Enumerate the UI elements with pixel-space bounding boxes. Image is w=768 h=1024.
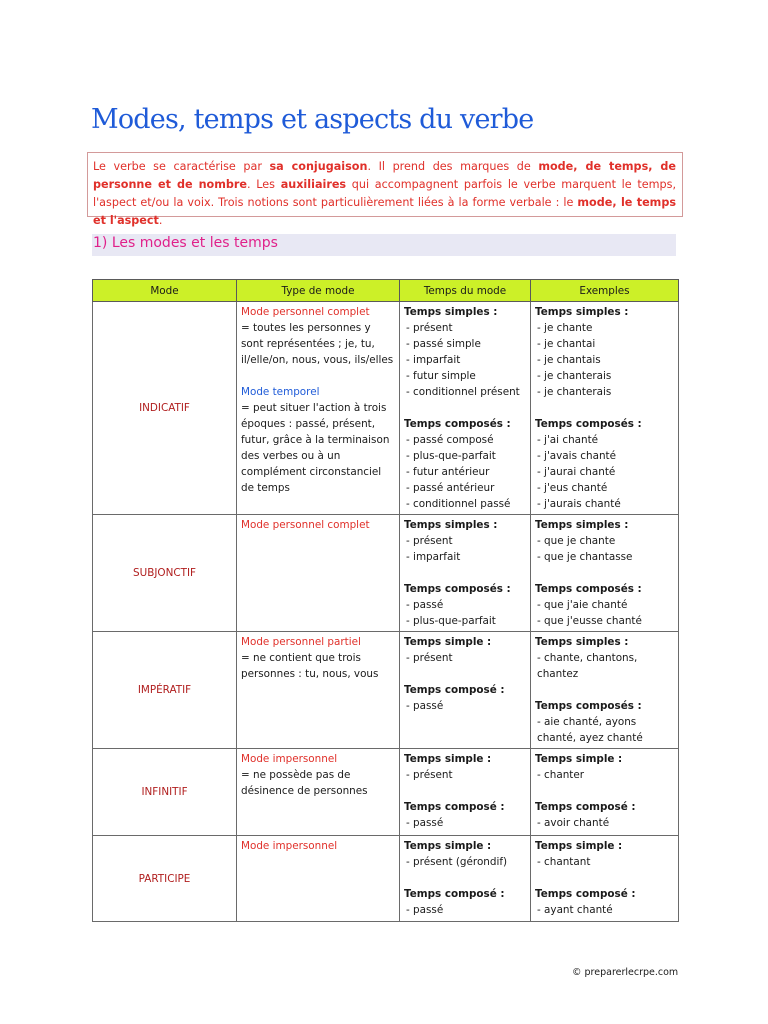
header-exemples: Exemples — [531, 280, 679, 302]
tense-item: - je chanterais — [537, 370, 612, 382]
type-de-mode-content — [237, 749, 399, 799]
spacer — [404, 870, 527, 886]
tense-item: - je chantai — [537, 338, 596, 350]
tense-item: - que j'aie chanté — [537, 599, 628, 611]
tense-item: - présent (gérondif) — [406, 856, 508, 868]
exemples-cell-content — [531, 515, 678, 629]
copyright-footer: © preparerlecrpe.com — [572, 967, 679, 978]
temps-du-mode-cell — [400, 302, 531, 515]
mode-type-description: = toutes les personnes y sont représentées ; je, tu, il/elle/on, nous, vous, ils/elles — [241, 322, 394, 366]
intro-text: . Les — [247, 178, 281, 191]
spacer — [535, 565, 675, 581]
header-type-de-mode: Type de mode — [237, 280, 400, 302]
tense-item: - passé — [406, 700, 444, 712]
tense-item: - passé — [406, 817, 444, 829]
exemples-cell-content — [531, 632, 678, 746]
spacer — [404, 565, 527, 581]
mode-name-cell: PARTICIPE — [93, 836, 237, 922]
tense-group-label: Temps simples : — [404, 306, 498, 318]
tense-item: - j'eus chanté — [537, 482, 608, 494]
intro-box — [87, 152, 683, 227]
tense-item: - conditionnel passé — [406, 498, 511, 510]
type-de-mode-cell — [237, 836, 400, 922]
intro-text: qui accompagnent parfois le verbe marquent le temps, l'aspect et/ou la voix. Trois notions sont particulièrement liées à la forme verbale : le — [93, 178, 676, 209]
spacer — [404, 783, 527, 799]
intro-text: . — [158, 214, 163, 227]
tense-item: - chantant — [537, 856, 591, 868]
temps-du-mode-cell — [400, 515, 531, 632]
mode-type-title: Mode impersonnel — [241, 840, 338, 852]
tense-group-label: Temps composé : — [404, 801, 505, 813]
spacer — [404, 400, 527, 416]
tense-item: - avoir chanté — [537, 817, 610, 829]
mode-type-description: = ne contient que trois personnes : tu, nous, vous — [241, 652, 379, 680]
tense-item: - imparfait — [406, 551, 461, 563]
tense-group-label: Temps composés : — [535, 700, 642, 712]
mode-type-title: Mode impersonnel — [241, 753, 338, 765]
intro-highlight: auxiliaires — [280, 178, 347, 191]
spacer — [535, 400, 675, 416]
tense-item: - présent — [406, 652, 453, 664]
table-row — [93, 836, 679, 922]
table-body — [93, 302, 679, 922]
tense-item: - conditionnel présent — [406, 386, 520, 398]
exemples-cell-content — [531, 836, 678, 918]
tense-group-label: Temps simple : — [404, 753, 492, 765]
mode-type-title: Mode temporel — [241, 386, 320, 398]
type-de-mode-content — [237, 515, 399, 533]
tense-item: - futur simple — [406, 370, 476, 382]
exemples-cell — [531, 749, 679, 836]
tense-item: - que je chantasse — [537, 551, 633, 563]
tense-group-label: Temps simples : — [404, 519, 498, 531]
header-mode: Mode — [93, 280, 237, 302]
exemples-cell — [531, 515, 679, 632]
tense-group-label: Temps simple : — [404, 840, 492, 852]
tense-item: - imparfait — [406, 354, 461, 366]
tense-item: - que j'eusse chanté — [537, 615, 642, 627]
mode-name-cell: INFINITIF — [93, 749, 237, 836]
type-de-mode-content — [237, 632, 399, 682]
tense-group-label: Temps simple : — [535, 753, 623, 765]
mode-name-cell: IMPÉRATIF — [93, 632, 237, 749]
tense-item: - que je chante — [537, 535, 616, 547]
tense-item: - aie chanté, ayons — [537, 716, 637, 728]
modes-table — [92, 279, 679, 922]
tense-item: - chante, chantons, — [537, 652, 638, 664]
tense-group-label: Temps simple : — [404, 636, 492, 648]
tense-group-label: Temps simples : — [535, 519, 629, 531]
tense-item: - futur antérieur — [406, 466, 490, 478]
tense-item: - plus-que-parfait — [406, 450, 496, 462]
temps-du-mode-cell-content — [400, 836, 530, 918]
exemples-cell-content — [531, 749, 678, 831]
tense-item: - j'ai chanté — [537, 434, 599, 446]
mode-type-description: = ne possède pas de désinence de personnes — [241, 769, 368, 797]
intro-highlight: mode, de temps, de personne et de nombre — [93, 160, 676, 191]
temps-du-mode-cell-content — [400, 749, 530, 831]
mode-name-cell: INDICATIF — [93, 302, 237, 515]
table-row — [93, 302, 679, 515]
tense-item: - passé antérieur — [406, 482, 495, 494]
spacer — [535, 682, 675, 698]
tense-group-label: Temps simples : — [535, 636, 629, 648]
mode-type-title: Mode personnel complet — [241, 519, 370, 531]
temps-du-mode-cell — [400, 836, 531, 922]
tense-item: - présent — [406, 769, 453, 781]
tense-item: - passé simple — [406, 338, 481, 350]
intro-highlight: sa conjugaison — [269, 160, 368, 173]
tense-item: - chanter — [537, 769, 585, 781]
exemples-cell — [531, 302, 679, 515]
temps-du-mode-cell-content — [400, 302, 530, 512]
tense-item: - ayant chanté — [537, 904, 613, 916]
intro-text: Le verbe se caractérise par — [93, 160, 270, 173]
tense-group-label: Temps composés : — [535, 583, 642, 595]
tense-item: chanté, ayez chanté — [537, 732, 643, 744]
type-de-mode-content — [237, 836, 399, 854]
table-row — [93, 749, 679, 836]
intro-highlight: mode, le temps et l'aspect — [93, 196, 676, 227]
type-de-mode-cell — [237, 302, 400, 515]
exemples-cell-content — [531, 302, 678, 512]
page-title: Modes, temps et aspects du verbe — [91, 104, 534, 135]
tense-group-label: Temps simples : — [535, 306, 629, 318]
exemples-cell — [531, 632, 679, 749]
tense-item: - je chanterais — [537, 386, 612, 398]
tense-group-label: Temps composés : — [404, 583, 511, 595]
tense-item: - passé composé — [406, 434, 494, 446]
tense-item: - passé — [406, 904, 444, 916]
type-de-mode-cell — [237, 632, 400, 749]
tense-group-label: Temps composé : — [404, 684, 505, 696]
spacer — [535, 870, 675, 886]
mode-type-description: = peut situer l'action à trois époques : passé, présent, futur, grâce à la terminaison des verbes ou à un complément circonstanciel de temps — [241, 402, 390, 494]
tense-item: - présent — [406, 322, 453, 334]
tense-group-label: Temps simple : — [535, 840, 623, 852]
tense-group-label: Temps composés : — [535, 418, 642, 430]
tense-item: - présent — [406, 535, 453, 547]
header-temps-du-mode: Temps du mode — [400, 280, 531, 302]
temps-du-mode-cell-content — [400, 515, 530, 629]
table-row — [93, 515, 679, 632]
type-de-mode-cell — [237, 749, 400, 836]
mode-type-title: Mode personnel partiel — [241, 636, 361, 648]
tense-item: - plus-que-parfait — [406, 615, 496, 627]
tense-item: chantez — [537, 668, 579, 680]
tense-item: - je chantais — [537, 354, 601, 366]
tense-group-label: Temps composés : — [404, 418, 511, 430]
type-de-mode-content — [237, 302, 399, 496]
table-header-row — [93, 280, 679, 302]
mode-name-cell: SUBJONCTIF — [93, 515, 237, 632]
spacer — [241, 368, 396, 384]
spacer — [535, 783, 675, 799]
tense-item: - je chante — [537, 322, 593, 334]
temps-du-mode-cell — [400, 749, 531, 836]
tense-group-label: Temps composé : — [535, 801, 636, 813]
temps-du-mode-cell-content — [400, 632, 530, 714]
tense-item: - j'aurais chanté — [537, 498, 621, 510]
tense-group-label: Temps composé : — [535, 888, 636, 900]
tense-item: - j'avais chanté — [537, 450, 617, 462]
table-row — [93, 632, 679, 749]
spacer — [404, 666, 527, 682]
tense-group-label: Temps composé : — [404, 888, 505, 900]
exemples-cell — [531, 836, 679, 922]
intro-text: . Il prend des marques de — [367, 160, 539, 173]
temps-du-mode-cell — [400, 632, 531, 749]
section-heading: 1) Les modes et les temps — [92, 234, 676, 256]
tense-item: - j'aurai chanté — [537, 466, 616, 478]
mode-type-title: Mode personnel complet — [241, 306, 370, 318]
tense-item: - passé — [406, 599, 444, 611]
type-de-mode-cell — [237, 515, 400, 632]
